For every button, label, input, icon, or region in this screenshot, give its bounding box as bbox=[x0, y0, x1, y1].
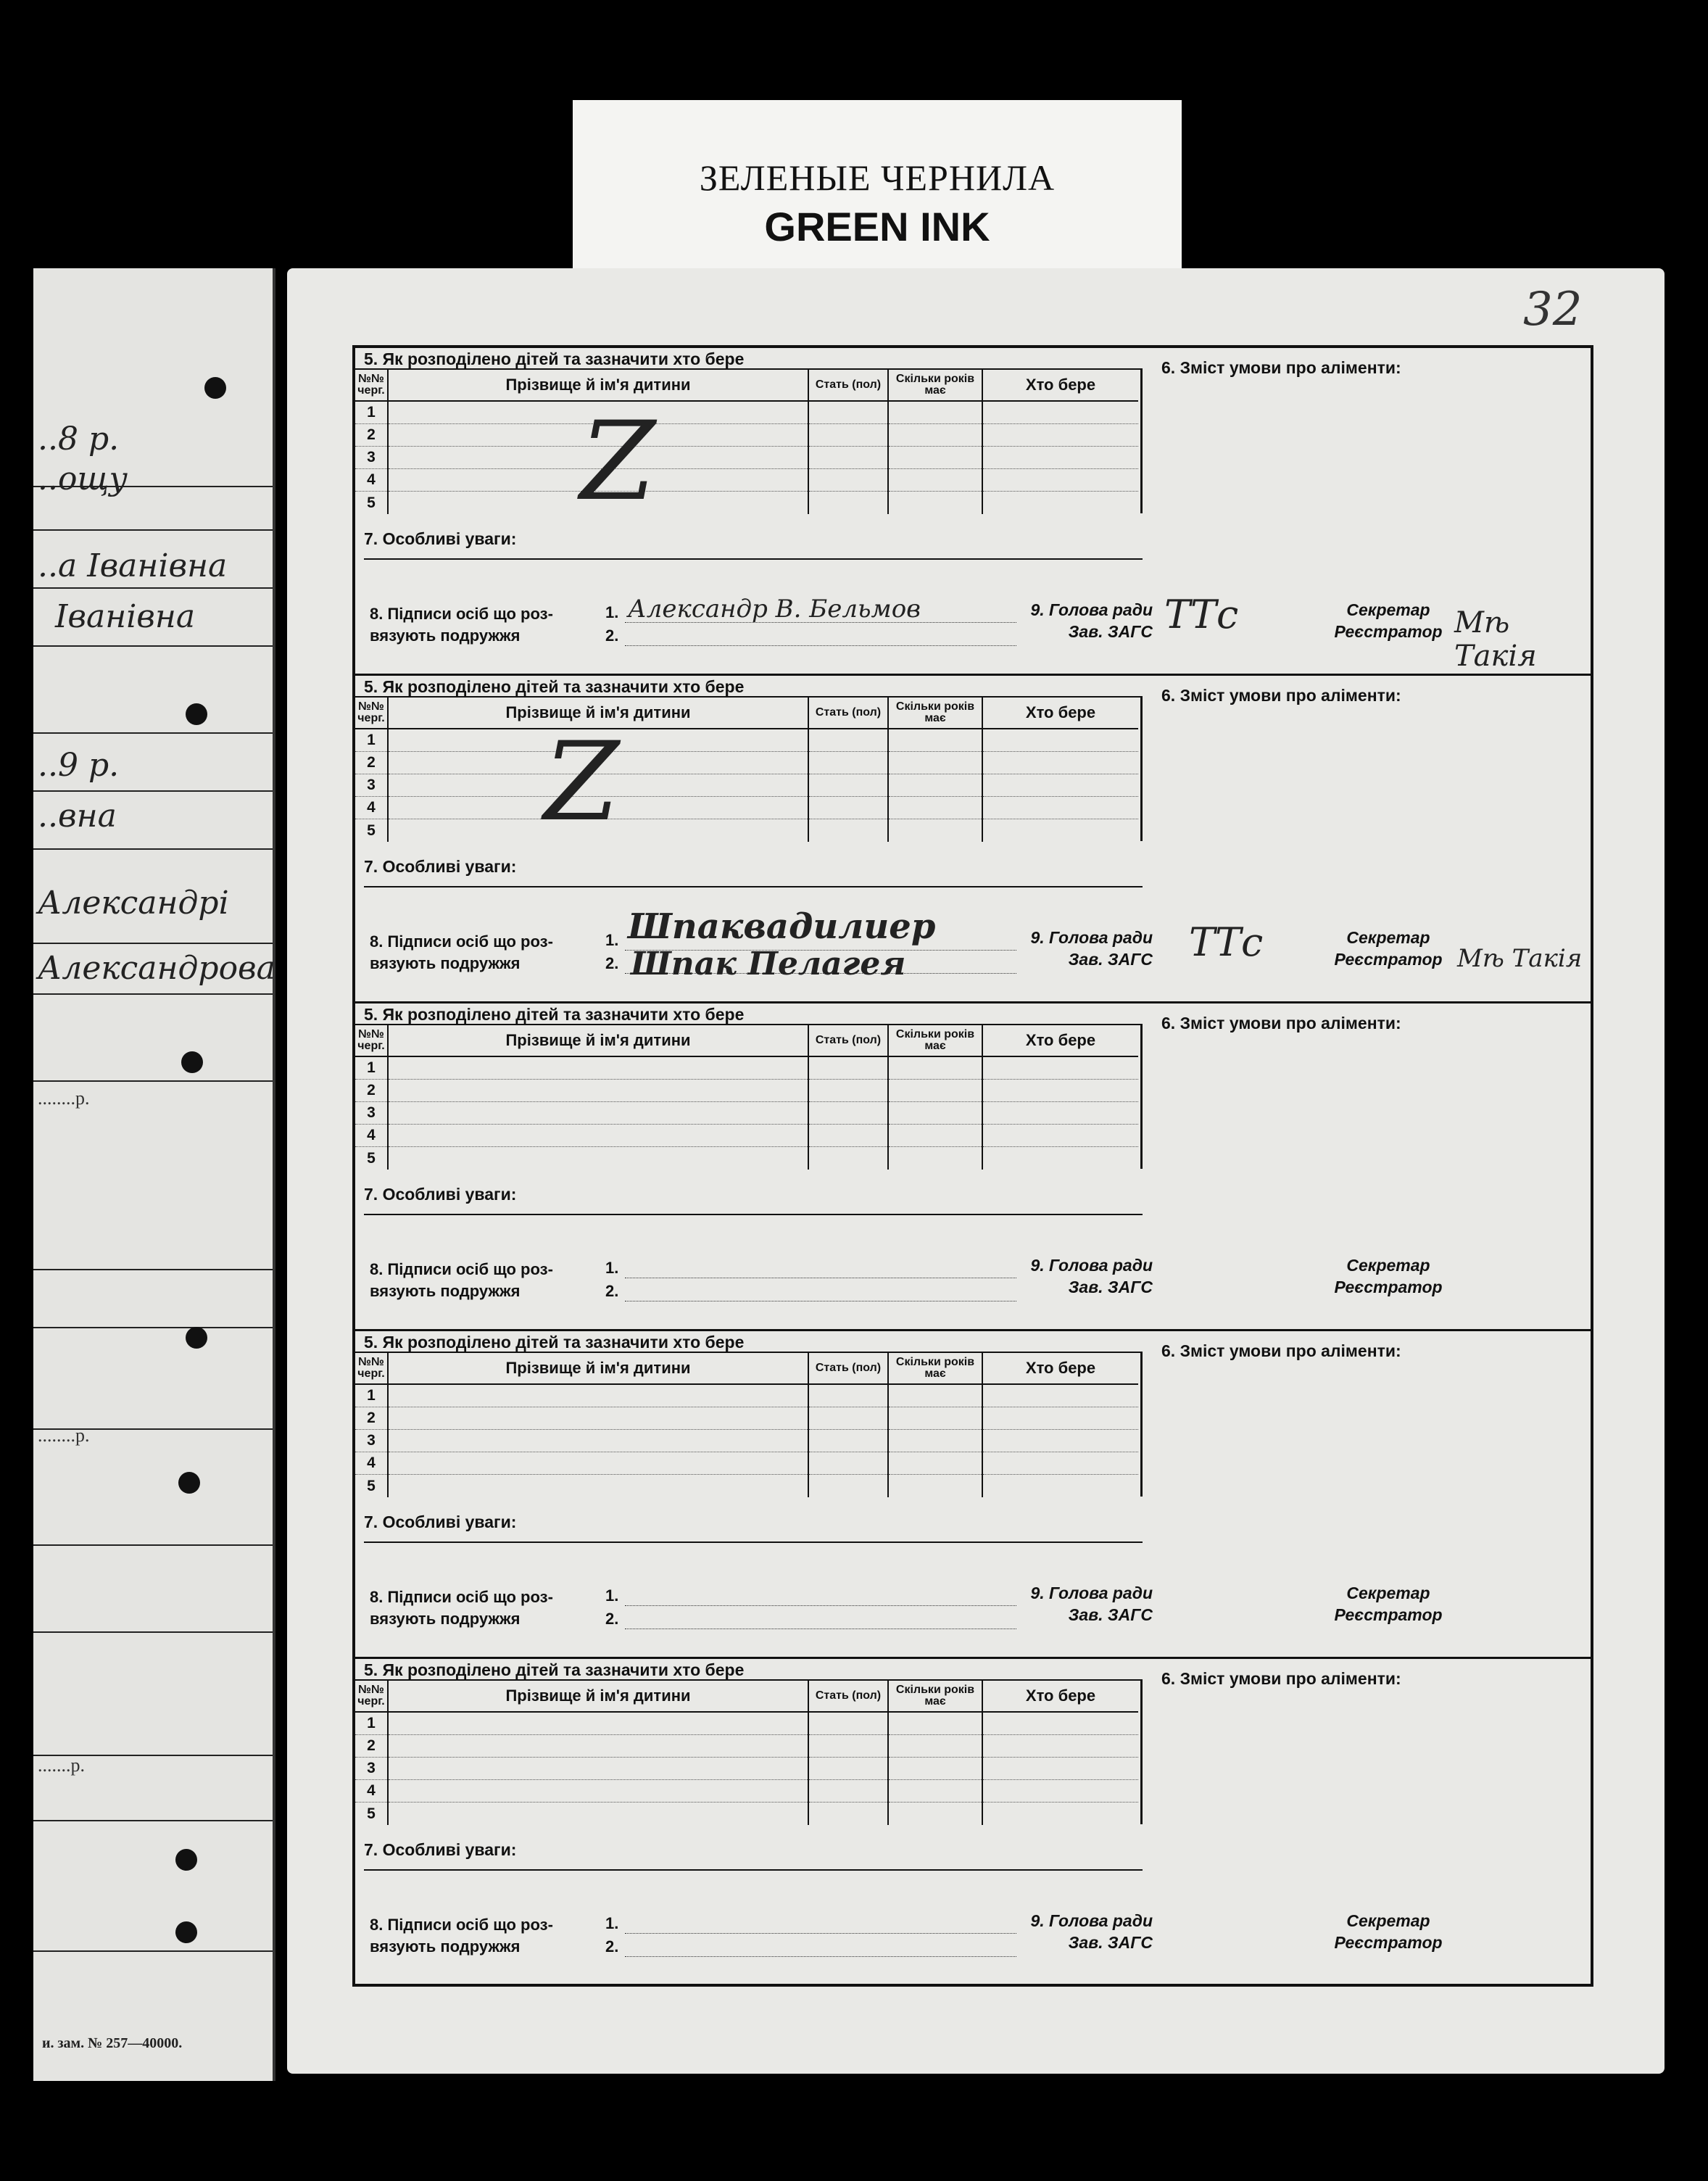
cancel-mark: Z bbox=[580, 399, 656, 525]
col-num: №№ черг. bbox=[355, 1025, 387, 1057]
row-num: 2 bbox=[355, 752, 387, 774]
col-sex: Стать (пол) bbox=[809, 1353, 887, 1385]
col-age: Скільки років має bbox=[889, 370, 982, 402]
divorce-record-form bbox=[352, 345, 1593, 1987]
divider bbox=[33, 1631, 273, 1633]
children-title: 5. Як розподілено дітей та зазначити хто бере bbox=[364, 1660, 745, 1679]
record-section-3 bbox=[355, 1003, 1591, 1331]
left-hw-2: ..ощу bbox=[38, 460, 128, 497]
left-page bbox=[33, 268, 275, 2081]
col-sex: Стать (пол) bbox=[809, 698, 887, 729]
left-hw-3: ..а Іванівна bbox=[38, 547, 228, 584]
head-signature: ТТс bbox=[1164, 592, 1239, 637]
sig-2-line bbox=[625, 645, 1016, 646]
col-taker: Хто бере bbox=[983, 1681, 1138, 1713]
row-num: 3 bbox=[355, 447, 387, 469]
col-name: Прізвище й ім'я дитини bbox=[389, 370, 808, 402]
divider bbox=[33, 1080, 273, 1082]
col-name: Прізвище й ім'я дитини bbox=[389, 1353, 808, 1385]
row-num: 1 bbox=[355, 1385, 387, 1407]
signature-husband: Александр В. Бельмов bbox=[628, 595, 921, 624]
record-section-4 bbox=[355, 1331, 1591, 1659]
notes-line bbox=[364, 1541, 1143, 1543]
cancel-mark: Z bbox=[544, 719, 620, 845]
divider bbox=[33, 790, 273, 792]
secretary-label: Секретар Реєстратор bbox=[1334, 1584, 1443, 1624]
signature-wife: Шпак Пелагея bbox=[631, 945, 906, 982]
signatures-label: 8. Підписи осіб що роз- вязують подружжя bbox=[370, 605, 553, 645]
sig-2-num: 2. bbox=[605, 954, 619, 972]
left-hw-8: Александрова bbox=[38, 950, 275, 987]
divider bbox=[33, 1820, 273, 1821]
notes-label: 7. Особливі уваги: bbox=[364, 1512, 517, 1531]
head-label: 9. Голова ради Зав. ЗАГС bbox=[1030, 1256, 1153, 1296]
record-section-2 bbox=[355, 676, 1591, 1003]
row-num: 1 bbox=[355, 1057, 387, 1080]
alimony-label: 6. Зміст умови про аліменти: bbox=[1161, 1341, 1401, 1360]
sig-1-line bbox=[625, 1933, 1016, 1934]
binding-hole bbox=[186, 1327, 207, 1349]
record-section-5 bbox=[355, 1659, 1591, 1987]
col-sex: Стать (пол) bbox=[809, 1025, 887, 1057]
label-english: GREEN INK bbox=[764, 204, 990, 249]
divider bbox=[33, 587, 273, 589]
secretary-label: Секретар Реєстратор bbox=[1334, 928, 1443, 969]
alimony-label: 6. Зміст умови про аліменти: bbox=[1161, 686, 1401, 705]
notes-label: 7. Особливі уваги: bbox=[364, 529, 517, 548]
left-hw-6: ..вна bbox=[38, 798, 117, 835]
registrar-signature: Мѣ Такія bbox=[1454, 606, 1537, 673]
notes-line bbox=[364, 886, 1143, 887]
row-num: 4 bbox=[355, 1780, 387, 1803]
alimony-label: 6. Зміст умови про аліменти: bbox=[1161, 358, 1401, 377]
divider bbox=[33, 529, 273, 531]
head-label: 9. Голова ради Зав. ЗАГС bbox=[1030, 1584, 1153, 1624]
record-page bbox=[287, 268, 1665, 2074]
col-taker: Хто бере bbox=[983, 1025, 1138, 1057]
sig-1-num: 1. bbox=[605, 1586, 619, 1605]
row-num: 3 bbox=[355, 1430, 387, 1452]
row-num: 4 bbox=[355, 797, 387, 819]
sig-2-num: 2. bbox=[605, 1282, 619, 1300]
binding-hole bbox=[186, 703, 207, 725]
row-num: 3 bbox=[355, 774, 387, 797]
children-table bbox=[355, 368, 1143, 513]
divider bbox=[33, 732, 273, 734]
children-table bbox=[355, 1352, 1143, 1497]
notes-line bbox=[364, 558, 1143, 560]
col-age: Скільки років має bbox=[889, 1681, 982, 1713]
row-num: 4 bbox=[355, 469, 387, 492]
row-num: 2 bbox=[355, 424, 387, 447]
left-hw-4: Іванівна bbox=[55, 598, 196, 635]
secretary-label: Секретар Реєстратор bbox=[1334, 1911, 1443, 1952]
col-num: №№ черг. bbox=[355, 370, 387, 402]
col-sex: Стать (пол) bbox=[809, 370, 887, 402]
row-num: 3 bbox=[355, 1758, 387, 1780]
sig-2-num: 2. bbox=[605, 1610, 619, 1628]
sig-2-line bbox=[625, 1956, 1016, 1957]
notes-line bbox=[364, 1214, 1143, 1215]
signatures-label: 8. Підписи осіб що роз- вязують подружжя bbox=[370, 932, 553, 972]
head-label: 9. Голова ради Зав. ЗАГС bbox=[1030, 1911, 1153, 1952]
signatures-label: 8. Підписи осіб що роз- вязують подружжя bbox=[370, 1588, 553, 1628]
children-table bbox=[355, 1024, 1143, 1169]
binding-hole bbox=[178, 1472, 200, 1494]
head-label: 9. Голова ради Зав. ЗАГС bbox=[1030, 600, 1153, 641]
registrar-signature: Мѣ Такія bbox=[1457, 944, 1583, 973]
children-title: 5. Як розподілено дітей та зазначити хто бере bbox=[364, 1333, 745, 1352]
binding-hole bbox=[175, 1921, 197, 1943]
divider bbox=[33, 1269, 273, 1270]
col-taker: Хто бере bbox=[983, 698, 1138, 729]
col-num: №№ черг. bbox=[355, 1681, 387, 1713]
col-num: №№ черг. bbox=[355, 698, 387, 729]
ink-label-card bbox=[573, 100, 1182, 268]
row-num: 5 bbox=[367, 1477, 376, 1494]
left-dots-1: ........р. bbox=[38, 1088, 90, 1109]
secretary-label: Секретар Реєстратор bbox=[1334, 1256, 1443, 1296]
col-age: Скільки років має bbox=[889, 1353, 982, 1385]
row-num: 5 bbox=[367, 822, 376, 839]
divider bbox=[33, 993, 273, 995]
row-num: 3 bbox=[355, 1102, 387, 1125]
divider bbox=[33, 1544, 273, 1546]
row-num: 5 bbox=[367, 1805, 376, 1822]
row-num: 1 bbox=[355, 729, 387, 752]
children-table bbox=[355, 696, 1143, 841]
notes-label: 7. Особливі уваги: bbox=[364, 1185, 517, 1204]
binding-hole bbox=[204, 377, 226, 399]
label-russian: ЗЕЛЕНЫЕ ЧЕРНИЛА bbox=[699, 157, 1056, 198]
left-dots-2: ........р. bbox=[38, 1425, 90, 1446]
col-num: №№ черг. bbox=[355, 1353, 387, 1385]
col-taker: Хто бере bbox=[983, 370, 1138, 402]
divider bbox=[33, 1327, 273, 1328]
alimony-label: 6. Зміст умови про аліменти: bbox=[1161, 1669, 1401, 1688]
children-title: 5. Як розподілено дітей та зазначити хто бере bbox=[364, 677, 745, 696]
col-name: Прізвище й ім'я дитини bbox=[389, 1025, 808, 1057]
divider bbox=[33, 1950, 273, 1952]
sig-1-num: 1. bbox=[605, 603, 619, 621]
col-name: Прізвище й ім'я дитини bbox=[389, 698, 808, 729]
notes-line bbox=[364, 1869, 1143, 1871]
row-num: 2 bbox=[355, 1735, 387, 1758]
head-signature: ТТс bbox=[1189, 919, 1264, 965]
left-hw-1: ..8 р. bbox=[38, 421, 120, 458]
row-num: 5 bbox=[367, 494, 376, 511]
sig-1-num: 1. bbox=[605, 931, 619, 949]
notes-label: 7. Особливі уваги: bbox=[364, 1840, 517, 1859]
row-num: 5 bbox=[367, 1149, 376, 1167]
notes-label: 7. Особливі уваги: bbox=[364, 857, 517, 876]
left-hw-7: Александрі bbox=[38, 885, 229, 922]
children-table bbox=[355, 1679, 1143, 1824]
row-num: 4 bbox=[355, 1452, 387, 1475]
col-taker: Хто бере bbox=[983, 1353, 1138, 1385]
secretary-label: Секретар Реєстратор bbox=[1334, 600, 1443, 641]
row-num: 1 bbox=[355, 402, 387, 424]
signatures-label: 8. Підписи осіб що роз- вязують подружжя bbox=[370, 1260, 553, 1300]
page-number: 32 bbox=[1523, 283, 1583, 336]
sig-2-line bbox=[625, 1628, 1016, 1629]
record-section-1 bbox=[355, 348, 1591, 676]
children-title: 5. Як розподілено дітей та зазначити хто бере bbox=[364, 1005, 745, 1024]
col-sex: Стать (пол) bbox=[809, 1681, 887, 1713]
signature-husband: Шпаквадилиер bbox=[628, 906, 936, 947]
row-num: 4 bbox=[355, 1125, 387, 1147]
row-num: 2 bbox=[355, 1407, 387, 1430]
left-hw-5: ..9 р. bbox=[38, 747, 120, 784]
divider bbox=[33, 848, 273, 850]
row-num: 1 bbox=[355, 1713, 387, 1735]
children-title: 5. Як розподілено дітей та зазначити хто бере bbox=[364, 349, 745, 368]
head-label: 9. Голова ради Зав. ЗАГС bbox=[1030, 928, 1153, 969]
sig-1-num: 1. bbox=[605, 1914, 619, 1932]
print-order-footer: и. зам. № 257—40000. bbox=[42, 2035, 183, 2051]
sig-1-num: 1. bbox=[605, 1259, 619, 1277]
col-age: Скільки років має bbox=[889, 698, 982, 729]
divider bbox=[33, 943, 273, 944]
binding-hole bbox=[181, 1051, 203, 1073]
left-dots-3: .......р. bbox=[38, 1755, 85, 1776]
divider bbox=[33, 645, 273, 647]
signatures-label: 8. Підписи осіб що роз- вязують подружжя bbox=[370, 1916, 553, 1956]
sig-2-num: 2. bbox=[605, 1937, 619, 1956]
row-num: 2 bbox=[355, 1080, 387, 1102]
binding-hole bbox=[175, 1849, 197, 1871]
col-name: Прізвище й ім'я дитини bbox=[389, 1681, 808, 1713]
alimony-label: 6. Зміст умови про аліменти: bbox=[1161, 1014, 1401, 1032]
sig-2-num: 2. bbox=[605, 626, 619, 645]
col-age: Скільки років має bbox=[889, 1025, 982, 1057]
sig-1-line bbox=[625, 1605, 1016, 1606]
